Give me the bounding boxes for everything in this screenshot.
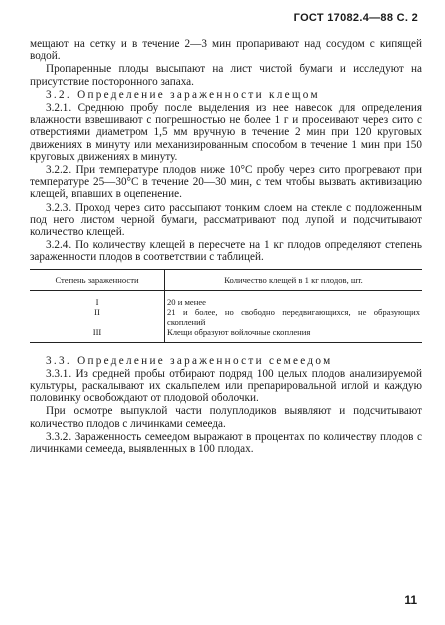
paragraph-continuation: мещают на сетку и в течение 2—3 мин пропаривают над сосудом с кипящей водой.	[30, 38, 422, 63]
table-cell-count: 20 и менее	[165, 291, 423, 308]
table-cell-degree: II	[94, 307, 100, 318]
table-cell-count: Клещи образуют войлочные скопления	[165, 328, 423, 342]
section-heading-mite: 3.2. Определение зараженности клещом	[46, 88, 320, 101]
paragraph-inspection: При осмотре выпуклой части полуплодиков выявляют и подсчитывают количество плодов с личинками семееда.	[30, 405, 422, 430]
section-heading-seed-eater: 3.3. Определение зараженности семеедом	[46, 354, 333, 367]
paragraph-3-3-2: 3.3.2. Зараженность семеедом выражают в процентах по количеству плодов с личинками семееда, выявленных в 100 плодах.	[30, 430, 422, 456]
table-row	[30, 291, 422, 308]
table-header-count: Количество клещей в 1 кг плодов, шт.	[165, 269, 423, 291]
document-body	[30, 38, 422, 456]
table-header-degree: Степень зараженности	[30, 269, 165, 291]
page-header: ГОСТ 17082.4—88 С. 2	[293, 12, 418, 24]
paragraph-steamed-fruits: Пропаренные плоды высыпают на лист чистой бумаги и исследуют на присутствие посторонного запаха.	[30, 63, 422, 88]
table-row	[30, 308, 422, 328]
paragraph-3-2-1: 3.2.1. Среднюю пробу после выделения из нее навесок для определения влажности взвешивают с погрешностью не более 1 г и просеивают через сито с отверстиями диаметром 1,5 мм вручную в течение 2 мин при 120 круговых движениях в минуту или механизированным способом в течение 1 мин при 150 круговых движениях в минуту.	[30, 102, 422, 163]
table-cell-count: 21 и более, но свободно передвигающихся, не образующих скоплений	[165, 308, 423, 328]
table-cell-degree: I	[95, 297, 99, 308]
table-cell-degree: III	[30, 328, 165, 342]
paragraph-3-2-3: 3.2.3. Проход через сито рассыпают тонким слоем на стекле с подложенным под него листом черной бумаги, рассматривают под лупой и подсчитывают количество клещей.	[30, 201, 422, 239]
paragraph-3-2-4: 3.2.4. По количеству клещей в пересчете на 1 кг плодов определяют степень зараженности плодов в соответствии с таблицей.	[30, 239, 422, 264]
paragraph-3-2-2: 3.2.2. При температуре плодов ниже 10°С пробу через сито прогревают при температуре 25—30°С в течение 20—30 мин, с тем чтобы вызвать активизацию клещей, впавших в оцепенение.	[30, 164, 422, 201]
paragraph-3-3-1: 3.3.1. Из средней пробы отбирают подряд 100 целых плодов анализируемой культуры, раскалывают их скальпелем или препарировальной иглой и каждую половинку освобождают от плодовой оболочки.	[30, 367, 422, 405]
page-number: 11	[404, 593, 417, 607]
infestation-table	[30, 269, 422, 343]
table-row	[30, 328, 422, 342]
